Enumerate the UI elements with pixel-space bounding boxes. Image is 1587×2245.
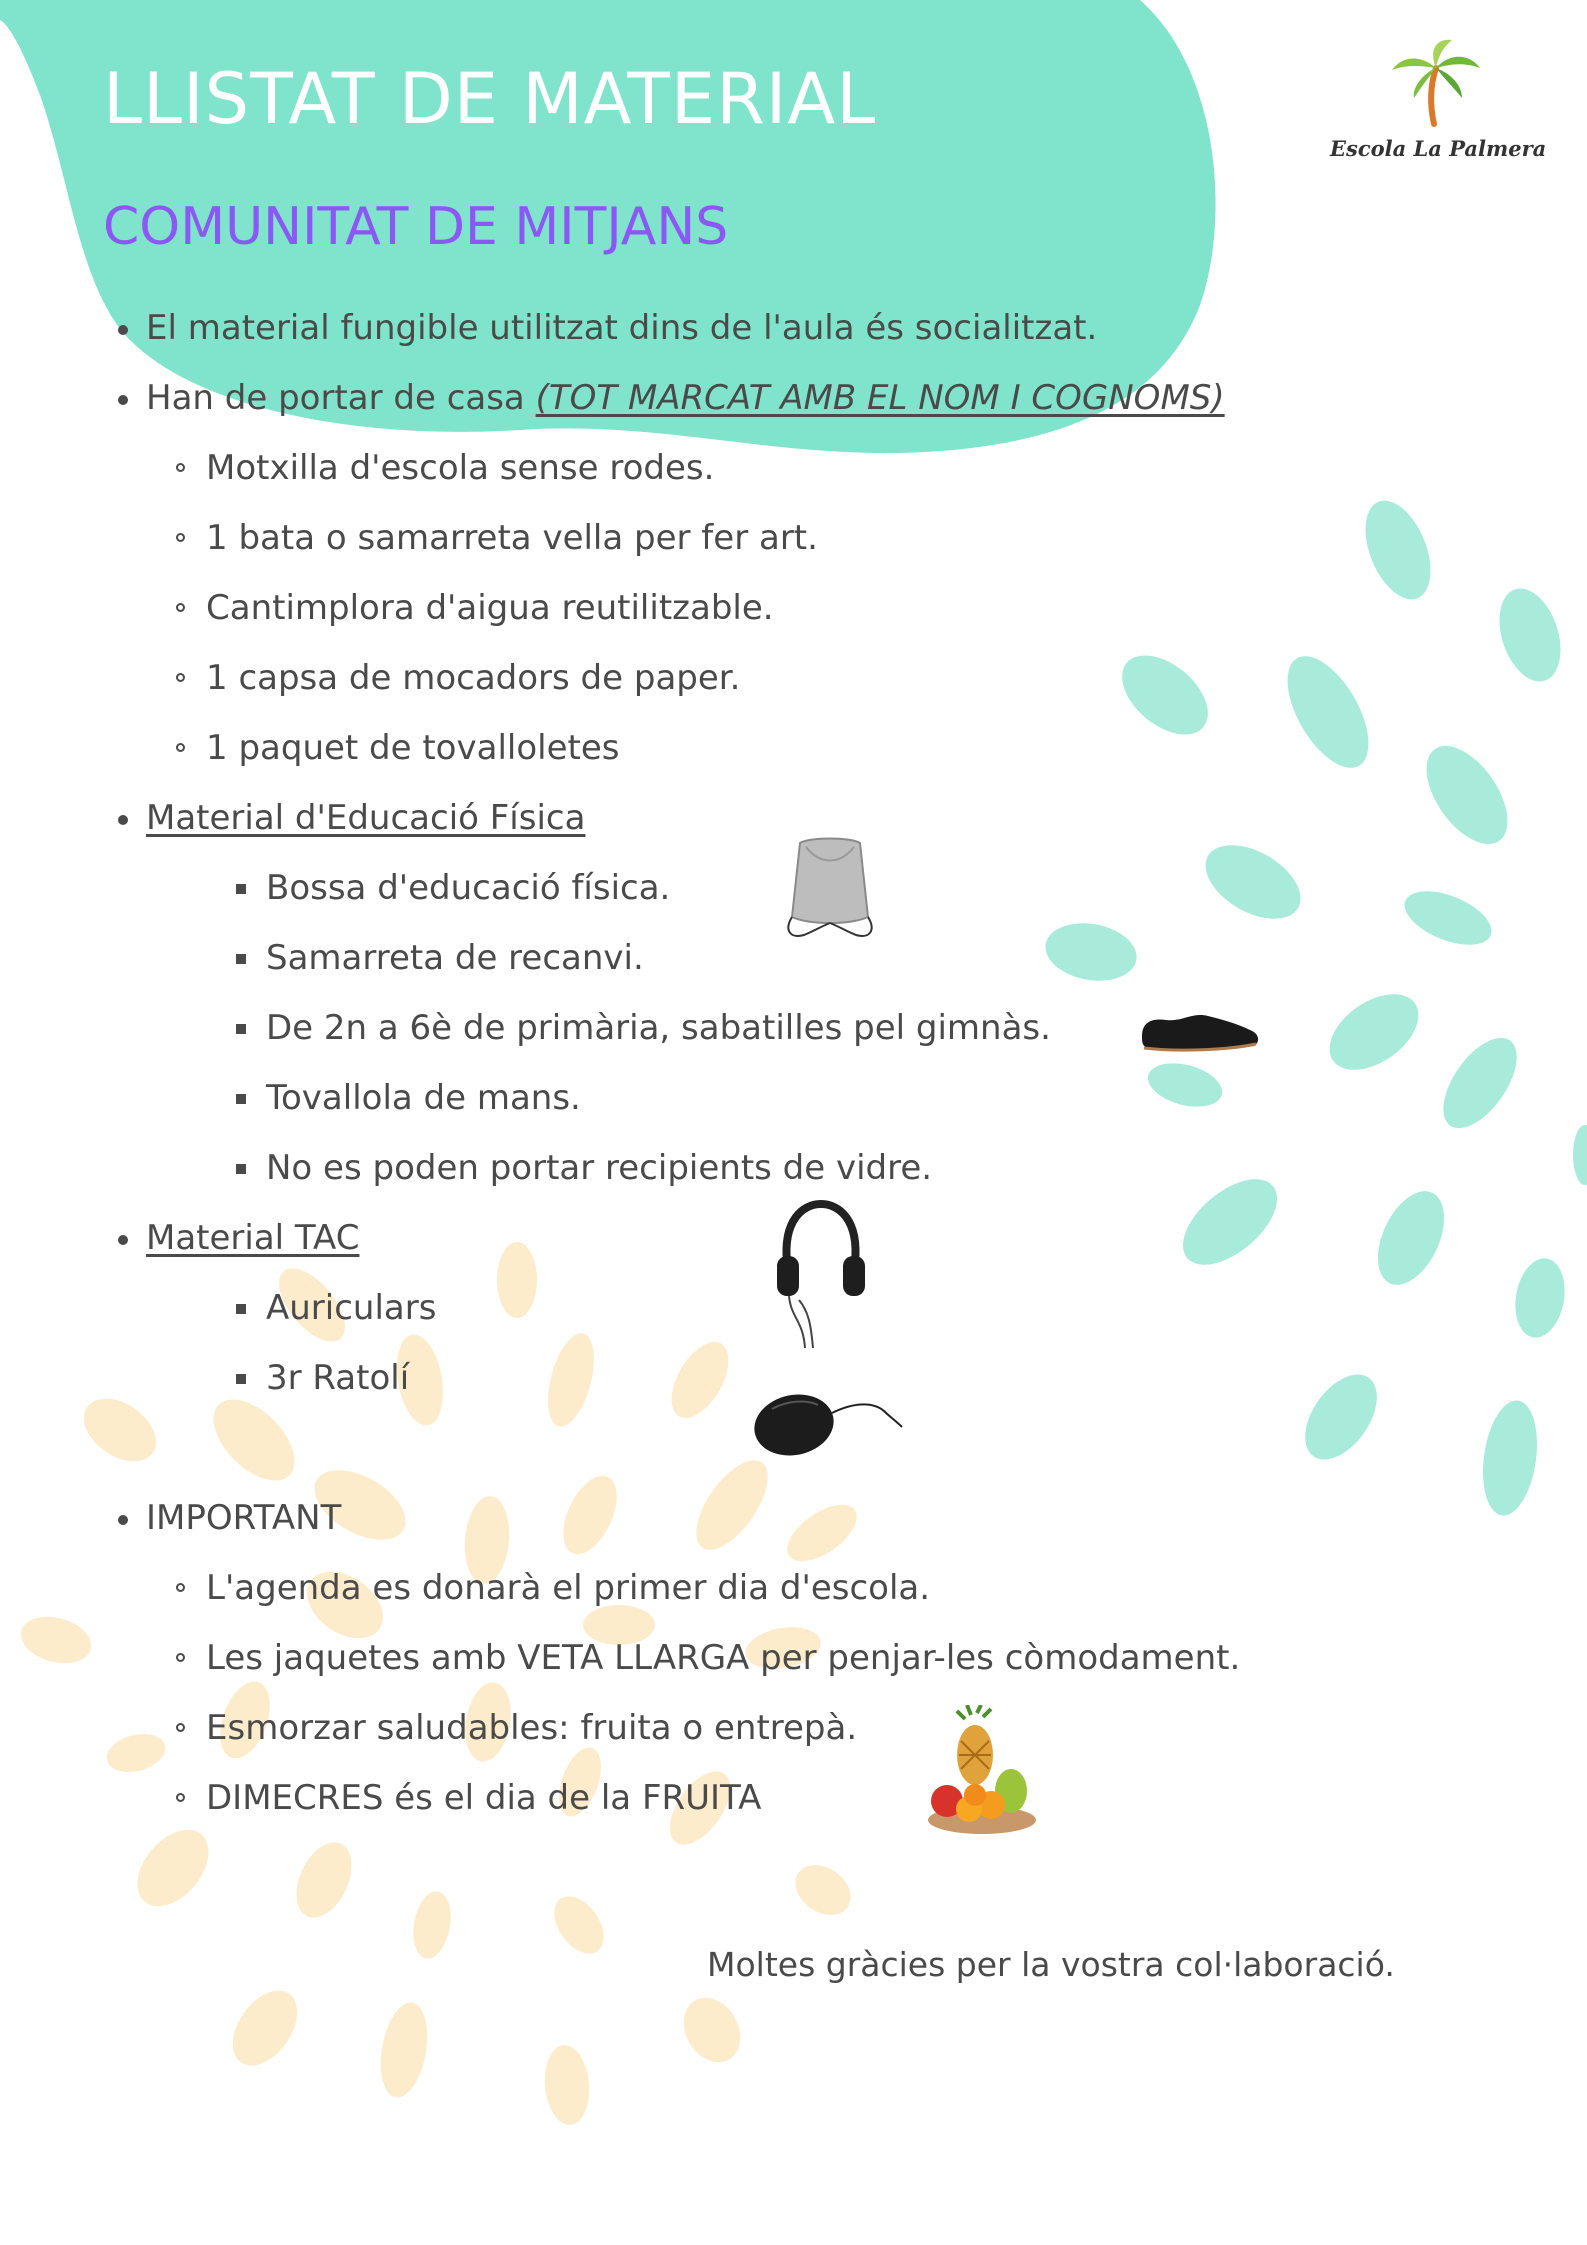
fruit-bowl-icon xyxy=(925,1705,1040,1835)
list-item: 3r Ratolí xyxy=(266,1358,410,1398)
list-item: 1 capsa de mocadors de paper. xyxy=(206,658,741,698)
list-item: Motxilla d'escola sense rodes. xyxy=(206,448,715,488)
pe-label: Material d'Educació Física xyxy=(146,798,586,838)
page-title: LLISTAT DE MATERIAL xyxy=(103,58,877,140)
yellow-brush-strokes xyxy=(16,1242,867,2127)
list-item: DIMECRES és el dia de la FRUITA xyxy=(206,1778,762,1818)
headphones-icon xyxy=(773,1200,868,1350)
list-item-from-home xyxy=(146,377,1225,419)
section-heading-tac xyxy=(146,1217,359,1259)
list-item-fungible: El material fungible utilitzat dins de l'aula és socialitzat. xyxy=(146,308,1098,348)
logo-text: Escola La Palmera xyxy=(1330,136,1547,161)
list-item: De 2n a 6è de primària, sabatilles pel gimnàs. xyxy=(266,1008,1051,1048)
palm-tree-icon xyxy=(1330,36,1540,136)
from-home-label: Han de portar de casa xyxy=(146,378,525,418)
gym-shoe-icon xyxy=(1138,1008,1263,1058)
list-item: L'agenda es donarà el primer dia d'escola. xyxy=(206,1568,931,1608)
school-logo xyxy=(1330,36,1547,166)
list-item: No es poden portar recipients de vidre. xyxy=(266,1148,933,1188)
drawstring-bag-icon xyxy=(780,835,880,945)
list-item: 1 paquet de tovalloletes xyxy=(206,728,620,768)
computer-mouse-icon xyxy=(752,1383,907,1463)
thank-you-note: Moltes gràcies per la vostra col·laboració. xyxy=(707,1945,1395,1984)
section-heading-important: IMPORTANT xyxy=(146,1498,342,1538)
list-item: Esmorzar saludables: fruita o entrepà. xyxy=(206,1708,858,1748)
list-item: Les jaquetes amb VETA LLARGA per penjar-les còmodament. xyxy=(206,1638,1241,1678)
list-item: Samarreta de recanvi. xyxy=(266,938,644,978)
list-item: Bossa d'educació física. xyxy=(266,868,671,908)
list-item: Auriculars xyxy=(266,1288,437,1328)
from-home-note: (TOT MARCAT AMB EL NOM I COGNOMS) xyxy=(535,378,1225,418)
section-heading-physical-education xyxy=(146,797,585,839)
list-item: Cantimplora d'aigua reutilitzable. xyxy=(206,588,774,628)
list-item: 1 bata o samarreta vella per fer art. xyxy=(206,518,818,558)
list-item: Tovallola de mans. xyxy=(266,1078,581,1118)
teal-brush-strokes xyxy=(1041,491,1587,1519)
page-subtitle: COMUNITAT DE MITJANS xyxy=(103,197,729,257)
tac-label: Material TAC xyxy=(146,1218,360,1258)
